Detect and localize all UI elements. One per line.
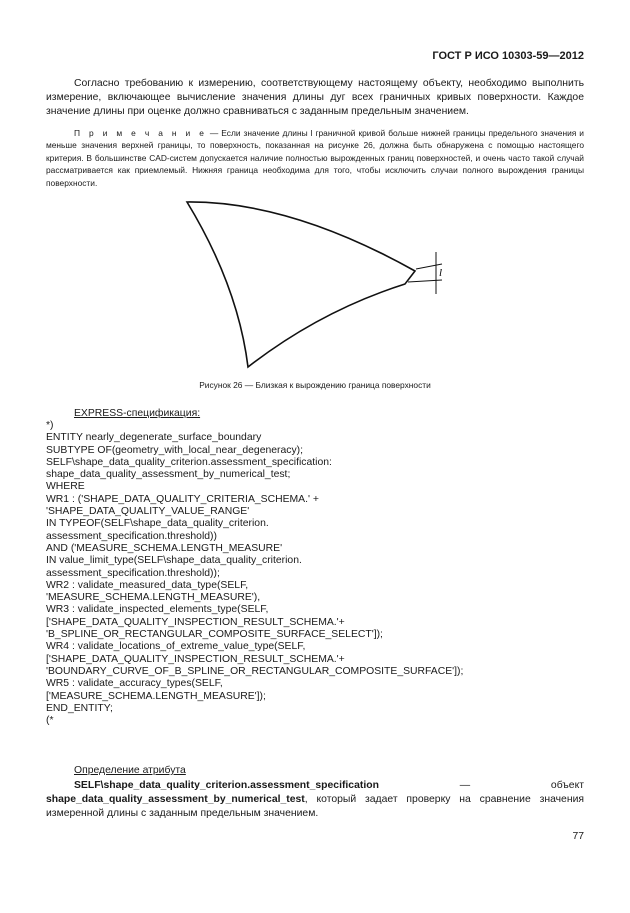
code-line: IN value_limit_type(SELF\shape_data_quality_criterion.: [46, 555, 302, 567]
code-line: IN TYPEOF(SELF\shape_data_quality_criterion.: [46, 518, 269, 530]
code-line: ['MEASURE_SCHEMA.LENGTH_MEASURE']);: [46, 690, 266, 702]
figure-caption: Рисунок 26 — Близкая к вырождению граница поверхности: [199, 380, 431, 390]
dimension-label-l: l: [439, 267, 443, 279]
surface-outline: [187, 202, 415, 367]
code-line: assessment_specification.threshold));: [46, 567, 220, 579]
code-line: AND ('MEASURE_SCHEMA.LENGTH_MEASURE': [46, 542, 283, 554]
code-line: 'BOUNDARY_CURVE_OF_B_SPLINE_OR_RECTANGULAR_COMPOSITE_SURFACE']);: [46, 665, 464, 677]
code-line: WR3 : validate_inspected_elements_type(SELF,: [46, 604, 269, 616]
note-label: П р и м е ч а н и е: [74, 128, 207, 138]
express-code-block: [46, 420, 463, 727]
code-line: ['SHAPE_DATA_QUALITY_INSPECTION_RESULT_SCHEMA.'+: [46, 616, 345, 628]
document-header: ГОСТ Р ИСО 10303-59—2012: [432, 50, 584, 62]
intro-paragraph: Согласно требованию к измерению, соответствующему настоящему объекту, необходимо выполнить измерение, включающее вычисление значения длины дуг всех граничных кривых поверхности. Каждое значение длины при оценке должно сравниваться с заданным предельным значением.: [46, 78, 584, 117]
code-line: WHERE: [46, 481, 85, 493]
note-text: — Если значение длины l граничной кривой больше нижней границы предельного значения и меньше значения верхней границы, то поверхность, показанная на рисунке 26, должна быть обнаружена с помощью настоящего критерия. В большинстве CAD-систем допускается наличие полностью вырожденных границ поверхностей, и очень часто такой случай рассматривается как приемлемый. Нижняя граница необходима для того, чтобы исключить случаи полного вырождения границы поверхности.: [46, 128, 584, 188]
attribute-dash: — объект: [378, 780, 584, 791]
code-line: assessment_specification.threshold)): [46, 530, 217, 542]
code-line: WR1 : ('SHAPE_DATA_QUALITY_CRITERIA_SCHEMA.' +: [46, 493, 319, 505]
attribute-description: [46, 779, 584, 821]
code-line: SUBTYPE OF(geometry_with_local_near_degeneracy);: [46, 444, 304, 456]
code-line: ['SHAPE_DATA_QUALITY_INSPECTION_RESULT_SCHEMA.'+: [46, 653, 345, 665]
code-line: WR2 : validate_measured_data_type(SELF,: [46, 579, 249, 591]
express-heading: EXPRESS-спецификация:: [74, 408, 201, 419]
attribute-object: shape_data_quality_assessment_by_numerical_test: [46, 794, 305, 805]
page-number: 77: [572, 831, 584, 842]
figure-26-surface-drawing: [180, 196, 450, 372]
code-line: shape_data_quality_assessment_by_numerical_test;: [46, 469, 291, 481]
code-line: WR5 : validate_accuracy_types(SELF,: [46, 678, 223, 690]
code-line: WR4 : validate_locations_of_extreme_value_type(SELF,: [46, 641, 306, 653]
code-line: END_ENTITY;: [46, 702, 113, 714]
code-line: SELF\shape_data_quality_criterion.assessment_specification:: [46, 456, 332, 468]
code-line: *): [46, 420, 54, 431]
attribute-rest: , который задает проверку на сравнение значения измеренной длины с заданным предельным значением.: [46, 794, 584, 819]
attribute-heading: Определение атрибута: [74, 765, 186, 776]
dimension-ext-bottom: [408, 280, 442, 282]
code-line: (*: [46, 715, 54, 727]
code-line: 'SHAPE_DATA_QUALITY_VALUE_RANGE': [46, 506, 250, 518]
code-line: ENTITY nearly_degenerate_surface_boundary: [46, 432, 262, 444]
note-paragraph: [46, 127, 584, 189]
code-line: 'MEASURE_SCHEMA.LENGTH_MEASURE'),: [46, 592, 261, 604]
code-line: 'B_SPLINE_OR_RECTANGULAR_COMPOSITE_SURFACE_SELECT']);: [46, 629, 383, 641]
attribute-name: SELF\shape_data_quality_criterion.assessment_specification: [74, 780, 379, 791]
